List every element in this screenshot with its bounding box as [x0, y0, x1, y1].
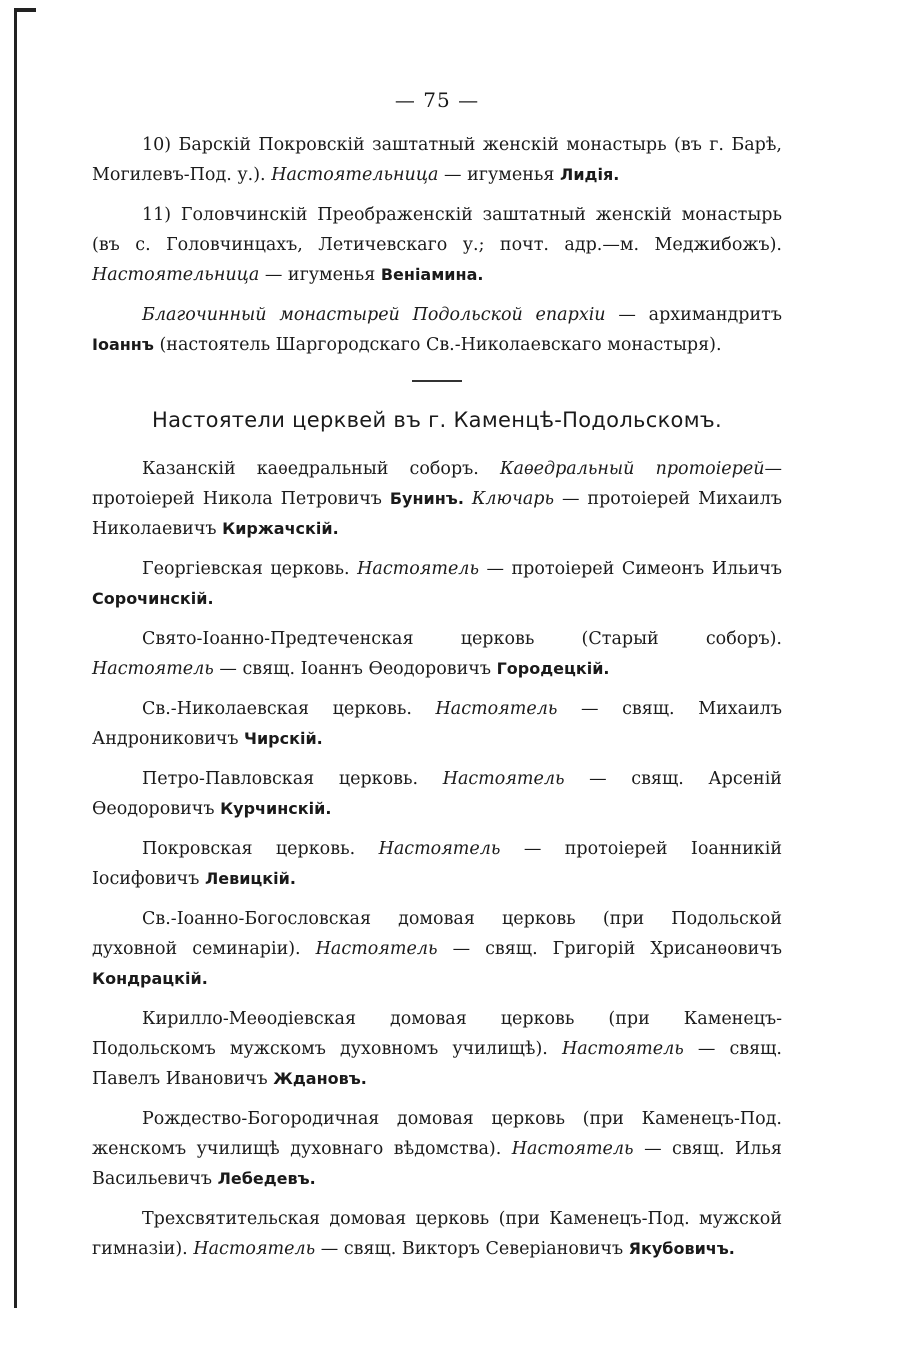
title-text: — свящ. Михаилъ Андрониковичъ	[92, 699, 782, 749]
title-text: — протоіерей Михаилъ Николаевичъ	[92, 489, 782, 539]
role-label: Ключарь	[471, 489, 555, 509]
title-text: — архимандритъ	[618, 305, 782, 325]
church-name: Георгіевская церковь.	[142, 559, 350, 579]
role-label: Настоятель	[435, 699, 558, 719]
church-entry	[92, 904, 782, 994]
binding-edge-line	[14, 8, 17, 1308]
church-name: Св.-Николаевская церковь.	[142, 699, 412, 719]
person-name: Курчинскій.	[220, 799, 332, 818]
person-name: Іоаннъ	[92, 335, 154, 354]
monastery-description: 10) Барскій Покровскій заштатный женскій монастырь (въ г. Барѣ, Могилевъ-Под. у.).	[92, 135, 782, 185]
church-name: Казанскій каѳедральный соборъ.	[142, 459, 479, 479]
church-name: Покровская церковь.	[142, 839, 356, 859]
role-label: Каѳедральный протоіерей	[500, 459, 765, 479]
section-title: Настоятели церквей въ г. Каменцѣ-Подольскомъ.	[152, 408, 722, 432]
church-name: Рождество-Богородичная домовая церковь (при Каменецъ-Под. женскомъ училищѣ духовнаго вѣдомства).	[92, 1109, 782, 1159]
role-label: Благочинный монастырей Подольской епархіи	[142, 305, 606, 325]
church-name: Свято-Іоанно-Предтеченская церковь (Старый соборъ).	[142, 629, 782, 649]
person-name: Городецкій.	[496, 659, 610, 678]
page-number: — 75 —	[394, 88, 480, 112]
person-name: Лидія.	[560, 165, 620, 184]
church-name: Петро-Павловская церковь.	[142, 769, 419, 789]
church-entry	[92, 1104, 782, 1194]
title-text: — игуменья	[444, 165, 555, 185]
title-text: — свящ. Арсеній Ѳеодоровичъ	[92, 769, 782, 819]
church-entry	[92, 454, 782, 544]
church-entry	[92, 1204, 782, 1264]
role-label: Настоятель	[442, 769, 565, 789]
person-name: Сорочинскій.	[92, 589, 214, 608]
title-text: — свящ. Павелъ Ивановичъ	[92, 1039, 782, 1089]
role-label: Настоятель	[315, 939, 438, 959]
church-name: Трехсвятительская домовая церковь (при Каменецъ-Под. мужской гимназіи).	[92, 1209, 782, 1259]
person-name: Киржачскій.	[222, 519, 339, 538]
person-name: Чирскій.	[244, 729, 323, 748]
role-label: Настоятель	[378, 839, 501, 859]
section-divider	[412, 380, 462, 382]
church-entry	[92, 834, 782, 894]
role-label: Настоятель	[193, 1239, 316, 1259]
title-text: — свящ. Іоаннъ Ѳеодоровичъ	[219, 659, 491, 679]
title-text: — протоіерей Симеонъ Ильичъ	[486, 559, 782, 579]
person-name: Бунинъ.	[389, 489, 464, 508]
role-label: Настоятель	[561, 1039, 684, 1059]
church-entry	[92, 694, 782, 754]
role-label: Настоятельница	[92, 265, 260, 285]
title-text: — свящ. Викторъ Северіановичъ	[320, 1239, 624, 1259]
person-name: Якубовичъ.	[628, 1239, 735, 1258]
blagochinny-entry	[92, 300, 782, 360]
role-label: Настоятель	[92, 659, 214, 679]
church-name: Св.-Іоанно-Богословская домовая церковь (при Подольской духовной семинаріи).	[92, 909, 782, 959]
church-entry	[92, 764, 782, 824]
church-entry	[92, 624, 782, 684]
binding-edge-tick	[14, 8, 36, 12]
title-text: — протоіерей Іоанникій Іосифовичъ	[92, 839, 782, 889]
person-name: Кондрацкій.	[92, 969, 208, 988]
person-name: Левицкій.	[204, 869, 296, 888]
title-text: — протоіерей Никола Петровичъ	[92, 459, 782, 509]
person-name: Ждановъ.	[273, 1069, 367, 1088]
role-label: Настоятель	[357, 559, 479, 579]
church-name: Кирилло-Меѳодіевская домовая церковь (при Каменецъ-Подольскомъ мужскомъ духовномъ училищѣ).	[92, 1009, 782, 1059]
monastery-entry-10	[92, 130, 782, 190]
person-name: Лебедевъ.	[217, 1169, 316, 1188]
title-text: — игуменья	[264, 265, 376, 285]
document-page	[92, 88, 782, 1274]
monastery-description: 11) Головчинскій Преображенскій заштатный женскій монастырь (въ с. Головчинцахъ, Летичевскаго у.; почт. адр.—м. Меджибожъ).	[92, 205, 782, 255]
church-entry	[92, 554, 782, 614]
monastery-entry-11	[92, 200, 782, 290]
person-name: Веніамина.	[380, 265, 484, 284]
role-label: Настоятель	[511, 1139, 634, 1159]
role-label: Настоятельница	[271, 165, 439, 185]
title-text: — свящ. Григорій Хрисанѳовичъ	[452, 939, 782, 959]
title-text: — свящ. Илья Васильевичъ	[92, 1139, 782, 1189]
note-text: (настоятель Шаргородскаго Св.-Николаевскаго монастыря).	[159, 335, 722, 355]
church-entry	[92, 1004, 782, 1094]
